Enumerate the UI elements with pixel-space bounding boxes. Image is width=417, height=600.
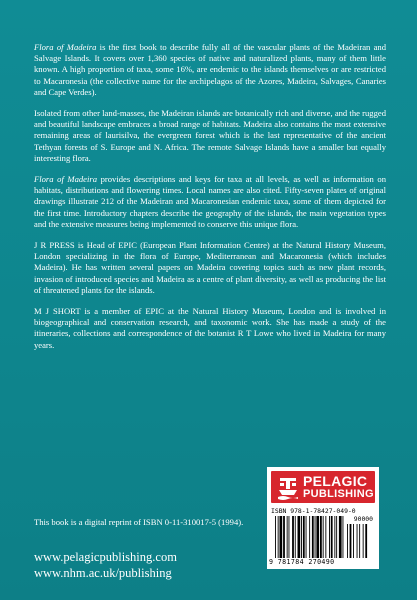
blurb-paragraph-1 (34, 42, 386, 98)
pelagic-ship-icon (277, 474, 299, 500)
website-links (34, 549, 177, 581)
blurb-paragraph-1-text: is the first book to describe fully all of the vascular plants of the Madeiran and Salvage Islands. It covers over 1,360 species of native and naturalized plants, many of them little known. A high proportion of taxa, some 16%, are endemic to the islands themselves or are restricted to Macaronesia (the collective name for the archipelagos of the Azores, Madeira, Salvages, Canaries and Cape Verdes). (34, 42, 386, 97)
url-pelagic[interactable]: www.pelagicpublishing.com (34, 550, 177, 564)
book-title: Flora of Madeira (34, 174, 98, 185)
publisher-name-2: PUBLISHING (303, 488, 374, 500)
publisher-barcode-panel (267, 467, 379, 569)
reprint-note: This book is a digital reprint of ISBN 0-11-310017-5 (1994). (34, 517, 244, 527)
blurb-paragraph-3 (34, 174, 386, 230)
book-title: Flora of Madeira (34, 42, 97, 52)
barcode-digits: 9 781784 270490 (269, 558, 335, 566)
price-code: 90000 (353, 515, 373, 523)
author-bio-press: J R PRESS is Head of EPIC (European Plant Information Centre) at the Natural History Museum, London specializing in the flora of Europe, Mediterranean and Macaronesia (which includes Madeira). He has written several papers on Madeira covering topics such as new plant records, invasion of introduced species and Madeira as a centre of plant diversity, as well as producing the list of threatened plants for the islands. (34, 240, 386, 295)
url-nhm[interactable]: www.nhm.ac.uk/publishing (34, 566, 172, 580)
publisher-logo (271, 471, 375, 503)
publisher-name-1: PELAGIC (303, 473, 368, 489)
isbn-label: ISBN 978-1-78427-049-0 (271, 507, 356, 515)
blurb-paragraph-3-text: provides descriptions and keys for taxa at all levels, as well as information on habitats, distributions and flowering times. Local names are also cited. Fifty-seven plates of original drawings illustrate 212 of the Madeiran and Macaronesian endemic taxa, some of them depicted for the first time. Introductory chapters describe the geography of the islands, the main vegetation types and the extensive measures being implemented to conserve this unique flora. (34, 174, 386, 229)
blurb-paragraph-2: Isolated from other land-masses, the Madeiran islands are botanically rich and diverse, and the rugged and beautiful landscape embraces a broad range of habitats. Madeira also contains the most extensive remaining areas of laurisilva, the evergreen forest which is the last representative of the ancient Tethyan forests of S. Europe and N. Africa. The remote Salvage Islands have a smaller but equally interesting flora. (34, 108, 386, 163)
blurb-text (34, 42, 386, 361)
author-bio-short: M J SHORT is a member of EPIC at the Natural History Museum, London and is involved in biogeographical and conservation research, and taxonomic work. She has made a study of the itineraries, collections and correspondence of the botanist R T Lowe who lived in Madeira for many years. (34, 306, 386, 350)
